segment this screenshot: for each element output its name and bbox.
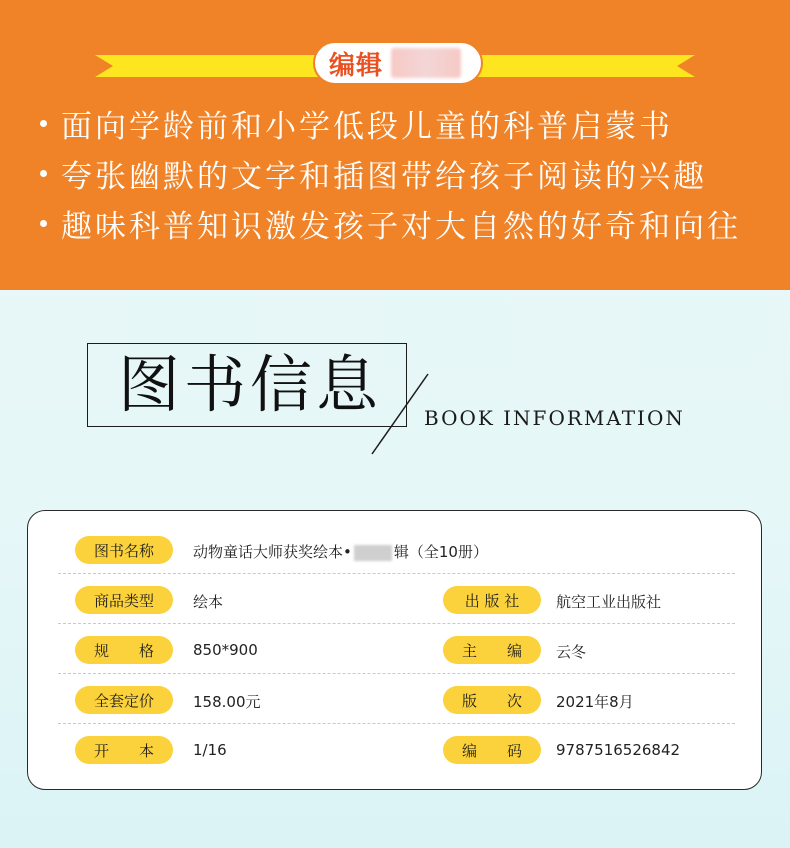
bullet-icon	[40, 220, 47, 227]
value-size: 850*900	[193, 641, 258, 659]
label-format: 开 本	[75, 736, 173, 764]
value-editor: 云冬	[556, 643, 587, 661]
value-isbn: 9787516526842	[556, 741, 681, 759]
row-divider	[58, 723, 735, 724]
feature-list	[40, 98, 741, 248]
book-name-prefix: 动物童话大师获奖绘本•	[193, 543, 352, 561]
label-price: 全套定价	[75, 686, 173, 714]
feature-item	[40, 198, 741, 248]
value-book-name	[193, 541, 488, 562]
feature-text: 夸张幽默的文字和插图带给孩子阅读的兴趣	[61, 158, 707, 195]
redacted-mark	[354, 545, 392, 561]
label-edition: 版 次	[443, 686, 541, 714]
value-format: 1/16	[193, 741, 227, 759]
label-isbn: 编 码	[443, 736, 541, 764]
value-edition: 2021年8月	[556, 693, 634, 711]
label-product-type: 商品类型	[75, 586, 173, 614]
label-publisher: 出 版 社	[443, 586, 541, 614]
value-product-type: 绘本	[193, 593, 224, 611]
value-publisher: 航空工业出版社	[556, 593, 662, 611]
row-divider	[58, 673, 735, 674]
label-size: 规 格	[75, 636, 173, 664]
redacted-mark	[391, 48, 461, 78]
book-name-suffix: 辑（全10册）	[393, 543, 488, 561]
section-subtitle: BOOK INFORMATION	[424, 406, 685, 430]
bullet-icon	[40, 120, 47, 127]
value-price: 158.00元	[193, 693, 261, 711]
feature-item	[40, 148, 741, 198]
feature-banner	[0, 0, 790, 290]
row-divider	[58, 573, 735, 574]
row-divider	[58, 623, 735, 624]
feature-text: 面向学龄前和小学低段儿童的科普启蒙书	[61, 108, 673, 145]
editor-badge	[313, 41, 483, 85]
label-book-name: 图书名称	[75, 536, 173, 564]
bullet-icon	[40, 170, 47, 177]
feature-item	[40, 98, 741, 148]
label-editor: 主 编	[443, 636, 541, 664]
editor-label: 编辑	[329, 50, 384, 81]
section-title: 图书信息	[118, 348, 383, 421]
feature-text: 趣味科普知识激发孩子对大自然的好奇和向往	[61, 208, 741, 245]
